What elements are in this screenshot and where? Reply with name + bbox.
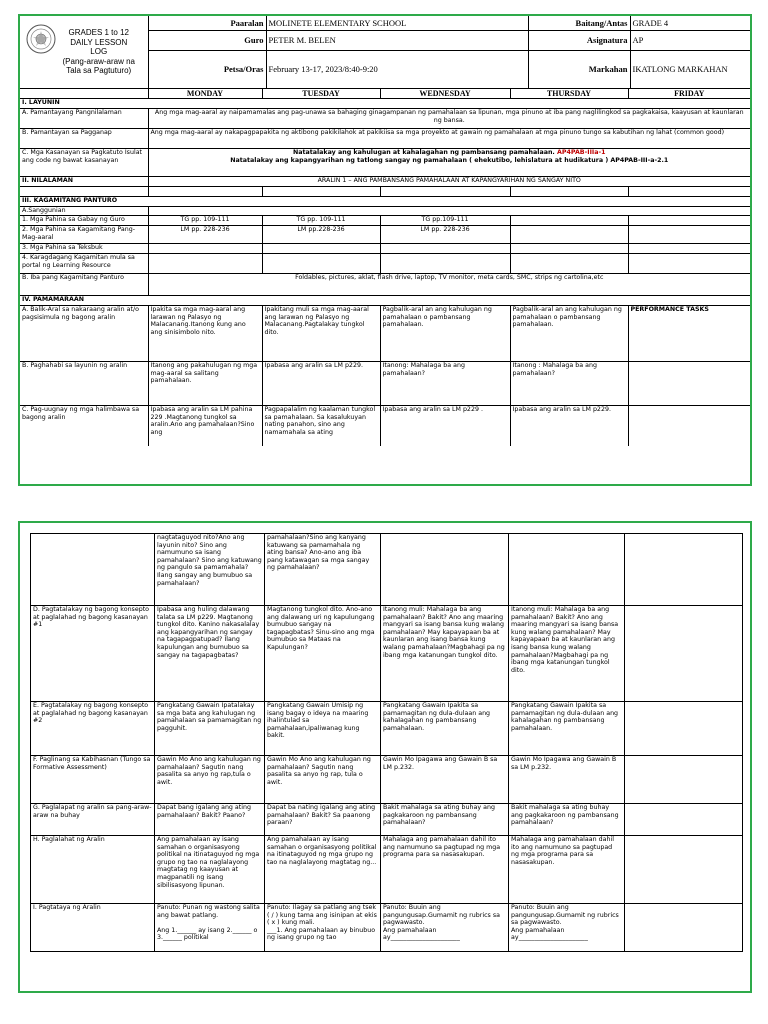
title-line-1: GRADES 1 to 12 xyxy=(68,28,129,37)
lesson-log-page-1 xyxy=(18,14,752,486)
i-monday-instruction: Panuto: Punan ng wastong salita ang bawat patlang. xyxy=(157,904,260,919)
kasanayan-text-1: Natatalakay ang kahulugan at kahalagahan ng pambansang pamahalaan. xyxy=(292,149,555,156)
kasanayan-text-2: Natatalakay ang kapangyarihan ng tatlong sangay ng pamahalaan ( ehekutibo, lehislatura at hudikatura ) AP4PAB-III-a-2.1 xyxy=(230,156,669,164)
title-line-5: Tala sa Pagtuturo) xyxy=(66,66,132,75)
guro-value: PETER M. BELEN xyxy=(266,30,528,50)
row-label-gabay: 1. Mga Pahina sa Gabay ng Guro xyxy=(20,216,148,226)
title-line-4: (Pang-araw-araw na xyxy=(62,56,135,66)
section-pamamaraan: IV. PAMAMARAAN xyxy=(20,296,750,306)
h-wednesday: Mahalaga ang pamahalaan dahil ito ang namumuno sa pagtupad ng mga programa para sa nasasakupan. xyxy=(381,836,509,904)
baitang-label: Baitang/Antas xyxy=(528,16,630,30)
d-tuesday: Magtanong tungkol dito. Ano-ano ang dalawang uri ng kapulungang bumubuo sangay na tagapagbatas? Sinu-sino ang mga bumubuo sa Mataas na Kapulungan? xyxy=(265,606,381,702)
kagamitan-monday: LM pp. 228-236 xyxy=(148,226,262,244)
petsa-label: Petsa/Oras xyxy=(148,50,266,88)
nilalaman-text: ARALIN 1 – ANG PAMBANSANG PAMAHALAAN AT KAPANGYARIHAN NG SANGAY NITO xyxy=(148,177,750,187)
f-tuesday: Gawin Mo Ano ang kahulugan ng pamahalaan? Sagutin nang pasalita sa anyo ng rap, tula o awit. xyxy=(265,756,381,804)
lesson-table-2 xyxy=(30,533,743,952)
i-tuesday-instruction: Panuto: Ilagay sa patlang ang tsek ( / ) kung tama ang isinipan at ekis ( x ) kung mali. xyxy=(267,904,377,927)
lesson-log-page-2 xyxy=(18,521,752,993)
section-layunin: I. LAYUNIN xyxy=(20,99,750,109)
f-wednesday: Gawin Mo Ipagawa ang Gawain B sa LM p.232. xyxy=(381,756,509,804)
continuation-label xyxy=(31,534,155,606)
asignatura-value: AP xyxy=(630,30,750,50)
f-thursday: Gawin Mo Ipagawa ang Gawain B sa LM p.232. xyxy=(509,756,625,804)
row-label-halimbawa: C. Pag-uugnay ng mga halimbawa sa bagong aralin xyxy=(20,406,148,446)
baitang-value: GRADE 4 xyxy=(630,16,750,30)
row-label-f: F. Paglinang sa Kabihasnan (Tungo sa Formative Assessment) xyxy=(31,756,155,804)
guro-label: Guro xyxy=(148,30,266,50)
balik-thursday: Pagbalik-aral an ang kahulugan ng pamahalaan o pambansang pamahalaan. xyxy=(510,306,628,362)
paaralan-label: Paaralan xyxy=(148,16,266,30)
i-wednesday xyxy=(381,904,509,952)
halimbawa-thursday: Ipabasa ang aralin sa LM p229. xyxy=(510,406,628,446)
markahan-value: IKATLONG MARKAHAN xyxy=(630,50,750,88)
row-label-kagamitan: 2. Mga Pahina sa Kagamitang Pang- Mag-aaral xyxy=(20,226,148,244)
row-label-e: E. Pagtatalakay ng bagong konsepto at paglalahad ng bagong kasanayan #2 xyxy=(31,702,155,756)
d-thursday: Itanong muli: Mahalaga ba ang pamahalaan? Bakit? Ano ang maaring mangyari sa isang bansa kung walang pamahalaan? May kapayapaan ba at kaunlaran ang isang bansa kung walang pamahalaan?Magbahagi pa ng ibang mga katanungan tungkol dito. xyxy=(509,606,625,702)
row-label-g: G. Paglalapat ng aralin sa pang-araw- araw na buhay xyxy=(31,804,155,836)
day-tuesday: TUESDAY xyxy=(262,89,380,99)
petsa-value: February 13-17, 2023/8:40-9:20 xyxy=(266,50,528,88)
kasanayan-code-1: AP4PAB-IIIa-1 xyxy=(557,149,606,156)
i-thursday xyxy=(509,904,625,952)
g-thursday: Bakit mahalaga sa ating buhay ang pagkakaroon ng pambansang pamahalaan? xyxy=(509,804,625,836)
e-thursday: Pangkatang Gawain Ipakita sa pamamagitan ng dula-dulaan ang kahalagahan ng pambansang pamahalaan. xyxy=(509,702,625,756)
h-thursday: Mahalaga ang pamahalaan dahil ito ang namumuno sa pagtupad ng mga programa para sa nasasakupan. xyxy=(509,836,625,904)
gabay-monday: TG pp. 109-111 xyxy=(148,216,262,226)
layunin-wednesday: Itanong: Mahalaga ba ang pamahalaan? xyxy=(380,362,510,406)
i-tuesday xyxy=(265,904,381,952)
iba-text: Foldables, pictures, aklat, flash drive, laptop, TV monitor, meta cards, SMC, strips ng cartolina,etc xyxy=(148,274,750,296)
h-monday: Ang pamahalaan ay isang samahan o organisasyong politikal na itinataguyod ng mga grupo ng tao na naglalayong magtatag ng kaayusan at magpanatili ng isang sibilisasyong lipunan. xyxy=(155,836,265,904)
cont-tuesday: pamahalaan?Sino ang kanyang katuwang sa pamamahala ng ating bansa? Ano-ano ang iba pang katawagan sa mga sangay ng pamahalaan? xyxy=(265,534,381,606)
kagamitan-wednesday: LM pp. 228-236 xyxy=(380,226,510,244)
empty-cell xyxy=(20,187,148,197)
section-nilalaman: II. NILALAMAN xyxy=(20,177,148,187)
halimbawa-tuesday: Pagpapalalim ng kaalaman tungkol sa pamahalaan. Sa kasalukuyan nating panahon, sino ang namamahala sa ating xyxy=(262,406,380,446)
e-monday: Pangkatang Gawain Ipatalakay sa mga bata ang kahulugan ng pamahalaan sa pamamagitan ng pagguhit. xyxy=(155,702,265,756)
h-tuesday: Ang pamahalaan ay isang samahan o organisasyong politikal na itinataguyod ng mga grupo ng tao na naglalayong magtatag ng... xyxy=(265,836,381,904)
i-wednesday-item: Ang pamahalaan ay______________________ xyxy=(383,926,460,942)
balik-friday: PERFORMANCE TASKS xyxy=(628,306,750,362)
gabay-tuesday: TG pp. 109-111 xyxy=(262,216,380,226)
cont-monday: nagtataguyod nito?Ano ang layunin nito? Sino ang namumuno sa isang pamahalaan? Sino ang katuwang ng pangulo sa pamamahala? Ilang sangay ang bumubuo sa pamahalaan? xyxy=(155,534,265,606)
title-line-2: DAILY LESSON xyxy=(70,37,128,47)
i-thursday-item: Ang pamahalaan ay______________________ xyxy=(511,926,588,942)
i-wednesday-instruction: Panuto: Buuin ang pangungusap.Gumamit ng rubrics sa pagwawasto. xyxy=(383,904,500,927)
paaralan-value: MOLINETE ELEMENTARY SCHOOL xyxy=(266,16,528,30)
gabay-wednesday: TG pp.109-111 xyxy=(380,216,510,226)
row-label-balik: A. Balik-Aral sa nakaraang aralin at/o pagsisimula ng bagong aralin xyxy=(20,306,148,362)
row-label-h: H. Paglalahat ng Aralin xyxy=(31,836,155,904)
day-monday: MONDAY xyxy=(148,89,262,99)
d-monday: Ipabasa ang huling dalawang talata sa LM p229. Magtanong tungkol dito. Kanino nakasalalay ang kapangyarihan ng sangay na tagapagpatupad? Ilang kapulungan ang bumubuo sa sangay na tagapagbatas? xyxy=(155,606,265,702)
f-monday: Gawin Mo Ano ang kahulugan ng pamahalaan? Sagutin nang pasalita sa anyo ng rap,tula o awit. xyxy=(155,756,265,804)
day-wednesday: WEDNESDAY xyxy=(380,89,510,99)
days-header-row xyxy=(20,89,750,99)
markahan-label: Markahan xyxy=(528,50,630,88)
halimbawa-monday: Ipabasa ang aralin sa LM pahina 229 .Magtanong tungkol sa aralin.Ano ang pamahalaan?Sino ang xyxy=(148,406,262,446)
layunin-tuesday: Ipabasa ang aralin sa LM p229. xyxy=(262,362,380,406)
e-wednesday: Pangkatang Gawain Ipakita sa pamamagitan ng dula-dulaan ang kahalagahan ng pambansang pamahalaan. xyxy=(381,702,509,756)
layunin-monday: Itanong ang pakahulugan ng mga mag-aaral sa salitang pamahalaan. xyxy=(148,362,262,406)
balik-monday: Ipakita sa mga mag-aaral ang larawan ng Palasyo ng Malacanang.Itanong kung ano ang sinisimbolo nito. xyxy=(148,306,262,362)
row-label-pangnilalaman: A. Pamantayang Pangnilalaman xyxy=(20,109,148,129)
asignatura-label: Asignatura xyxy=(528,30,630,50)
g-monday: Dapat bang igalang ang ating pamahalaan? Bakit? Paano? xyxy=(155,804,265,836)
g-wednesday: Bakit mahalaga sa ating buhay ang pagkakaroon ng pambansang pamahalaan? xyxy=(381,804,509,836)
dll-title xyxy=(20,16,148,88)
e-tuesday: Pangkatang Gawain Umisip ng isang bagay o ideya na maaring ihalintulad sa pamahalaan,ipaliwanag kung bakit. xyxy=(265,702,381,756)
i-monday xyxy=(155,904,265,952)
header-table xyxy=(20,16,750,89)
d-wednesday: Itanong muli: Mahalaga ba ang pamahalaan? Bakit? Ano ang maaring mangyari sa isang bansa kung walang pamahalaan? May kapayapaan ba at kaunlaran ang isang bansa kung walang pamahalaan?Magbahagi pa ng ibang mga katanungan tungkol dito. xyxy=(381,606,509,702)
row-label-iba: B. Iba pang Kagamitang Panturo xyxy=(20,274,148,296)
section-kagamitan: III. KAGAMITANG PANTURO xyxy=(20,197,750,207)
pangnilalaman-text: Ang mga mag-aaral ay naipamamalas ang pag-unawa sa bahaging ginagampanan ng pamahalaan sa lipunan, mga pinuno at iba pang naglilingkod sa pagkakaisa, kaayusan at kaunlaran ng bansa. xyxy=(148,109,750,129)
i-thursday-instruction: Panuto: Buuin ang pangungusap.Gumamit ng rubrics sa pagwawasto. xyxy=(511,904,619,927)
row-label-karagdagan: 4. Karagdagang Kagamitan mula sa portal ng Learning Resource xyxy=(20,254,148,274)
row-label-kasanayan: C. Mga Kasanayan sa Pagkatuto Isulat ang code ng bawat kasanayan xyxy=(20,149,148,177)
balik-wednesday: Pagbalik-aral an ang kahulugan ng pamahalaan o pambansang pamahalaan. xyxy=(380,306,510,362)
lesson-table-1 xyxy=(20,88,750,446)
pagganap-text: Ang mga mag-aaral ay nakapagpapakita ng aktibong pakikilahok at pakikiisa sa mga proyekto at gawain ng pamahalaan at mga pinuno tungo sa kabutihan ng lahat (common good) xyxy=(148,129,750,149)
halimbawa-wednesday: Ipabasa ang aralin sa LM p229 . xyxy=(380,406,510,446)
row-label-teksbuk: 3. Mga Pahina sa Teksbuk xyxy=(20,244,148,254)
g-tuesday: Dapat ba nating igalang ang ating pamahalaan? Bakit? Sa paanong paraan? xyxy=(265,804,381,836)
day-thursday: THURSDAY xyxy=(510,89,628,99)
row-label-layunin: B. Paghahabi sa layunin ng aralin xyxy=(20,362,148,406)
row-label-i: I. Pagtataya ng Aralin xyxy=(31,904,155,952)
kasanayan-text xyxy=(148,149,750,177)
balik-tuesday: Ipakitang muli sa mga mag-aaral ang larawan ng Palasyo ng Malacanang.Pagtalakay tungkol dito. xyxy=(262,306,380,362)
i-monday-item: Ang 1.______ ay isang 2.______ o 3.______ politikal xyxy=(157,926,258,942)
i-tuesday-item: ___1. Ang pamahalaan ay binubuo ng isang grupo ng tao xyxy=(267,926,376,942)
row-label-d: D. Pagtatalakay ng bagong konsepto at paglalahad ng bagong kasanayan #1 xyxy=(31,606,155,702)
row-label-pagganap: B. Pamantayan sa Pagganap xyxy=(20,129,148,149)
day-friday: FRIDAY xyxy=(628,89,750,99)
title-line-3: LOG xyxy=(90,47,108,56)
layunin-thursday: Itanong : Mahalaga ba ang pamahalaan? xyxy=(510,362,628,406)
kagamitan-tuesday: LM pp.228-236 xyxy=(262,226,380,244)
row-label-sanggunian: A.Sanggunian xyxy=(20,207,148,216)
